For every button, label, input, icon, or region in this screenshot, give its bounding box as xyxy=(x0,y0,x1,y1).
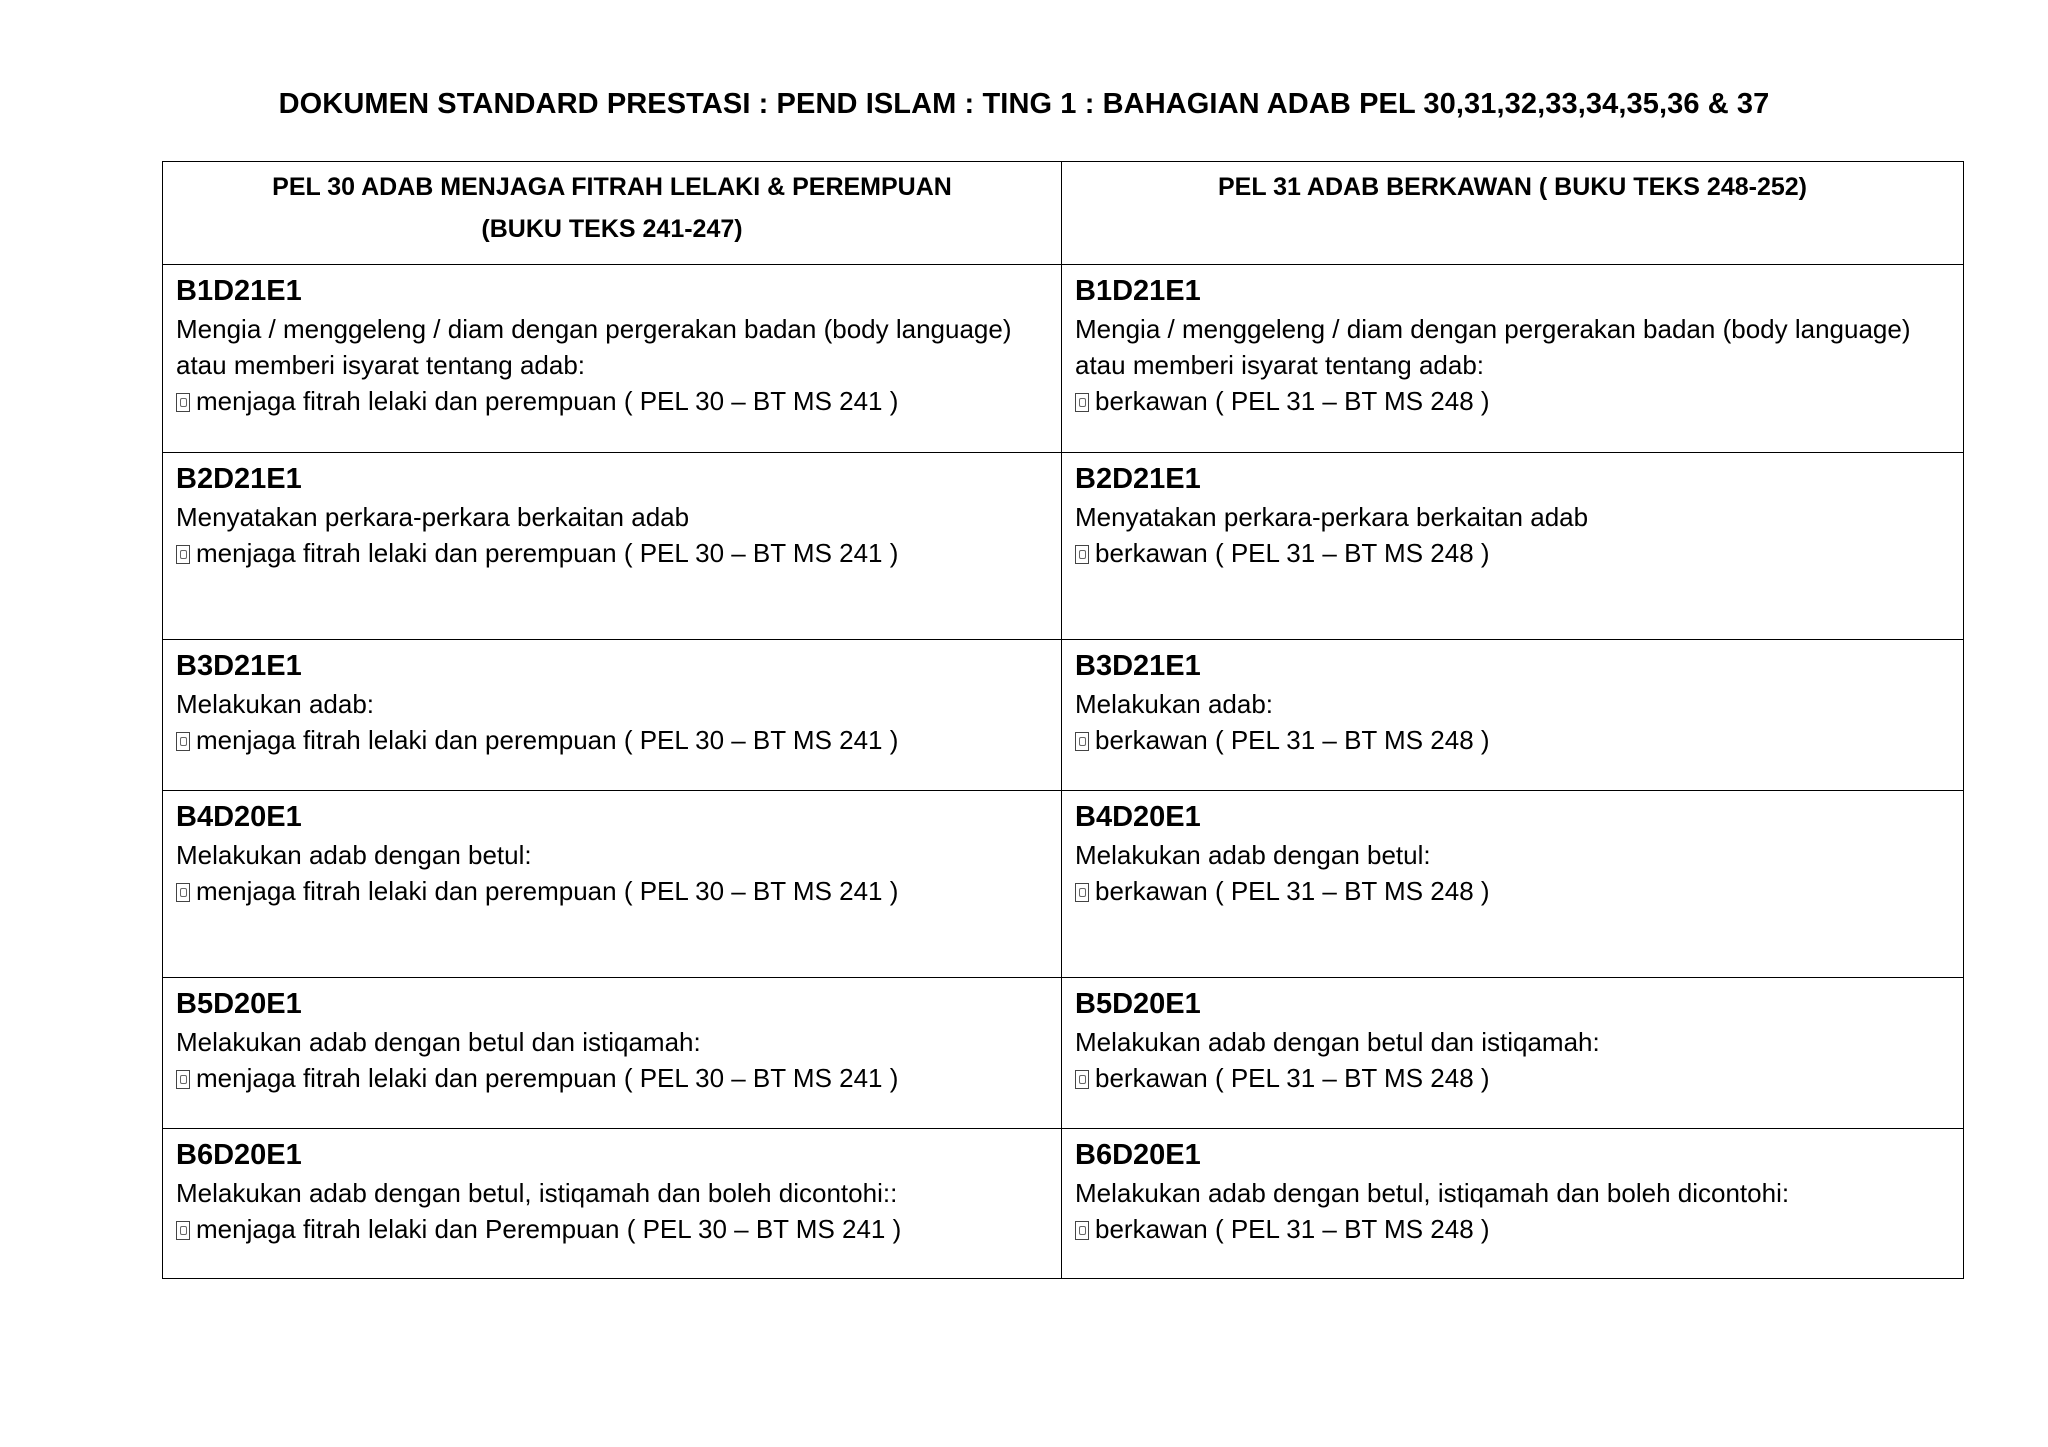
bullet-icon xyxy=(1075,1221,1089,1240)
header-line: (BUKU TEKS 241-247) xyxy=(481,215,743,243)
band-code: B4D20E1 xyxy=(176,801,302,833)
bullet-line xyxy=(176,535,1048,571)
standard-table xyxy=(162,161,1964,1279)
bullet-text: berkawan ( PEL 31 – BT MS 248 ) xyxy=(1095,725,1490,755)
band-code: B3D21E1 xyxy=(176,650,302,682)
bullet-text: menjaga fitrah lelaki dan perempuan ( PEL 30 – BT MS 241 ) xyxy=(196,876,899,906)
bullet-line xyxy=(176,873,1048,909)
table-row xyxy=(163,453,1964,640)
cell-pel-30 xyxy=(163,265,1062,453)
bullet-line xyxy=(176,1211,1048,1247)
bullet-text: menjaga fitrah lelaki dan perempuan ( PEL 30 – BT MS 241 ) xyxy=(196,725,899,755)
bullet-text: berkawan ( PEL 31 – BT MS 248 ) xyxy=(1095,538,1490,568)
bullet-text: berkawan ( PEL 31 – BT MS 248 ) xyxy=(1095,386,1490,416)
bullet-line xyxy=(1075,383,1950,419)
bullet-icon xyxy=(1075,883,1089,902)
header-line: PEL 30 ADAB MENJAGA FITRAH LELAKI & PEREMPUAN xyxy=(272,173,952,201)
bullet-icon xyxy=(1075,393,1089,412)
descriptor-text: atau memberi isyarat tentang adab: xyxy=(1075,350,1485,380)
band-code: B4D20E1 xyxy=(1075,801,1201,833)
cell-pel-31 xyxy=(1062,640,1964,791)
cell-pel-30 xyxy=(163,1129,1062,1279)
band-code: B2D21E1 xyxy=(1075,463,1201,495)
bullet-line xyxy=(176,722,1048,758)
descriptor-text: Melakukan adab dengan betul: xyxy=(1075,840,1431,870)
cell-pel-31 xyxy=(1062,265,1964,453)
bullet-icon xyxy=(176,393,190,412)
descriptor-text: Menyatakan perkara-perkara berkaitan adab xyxy=(176,502,690,532)
bullet-icon xyxy=(1075,1070,1089,1089)
bullet-icon xyxy=(176,545,190,564)
table-row xyxy=(163,978,1964,1129)
bullet-text: menjaga fitrah lelaki dan perempuan ( PEL 30 – BT MS 241 ) xyxy=(196,538,899,568)
descriptor-text: Melakukan adab dengan betul, istiqamah dan boleh dicontohi: xyxy=(1075,1178,1790,1208)
header-pel-31 xyxy=(1062,162,1964,265)
header-pel-30 xyxy=(163,162,1062,265)
bullet-text: menjaga fitrah lelaki dan perempuan ( PEL 30 – BT MS 241 ) xyxy=(196,386,899,416)
cell-pel-30 xyxy=(163,791,1062,978)
cell-pel-31 xyxy=(1062,453,1964,640)
bullet-text: berkawan ( PEL 31 – BT MS 248 ) xyxy=(1095,876,1490,906)
bullet-line xyxy=(176,1060,1048,1096)
band-code: B6D20E1 xyxy=(1075,1139,1201,1171)
table-row xyxy=(163,791,1964,978)
bullet-text: menjaga fitrah lelaki dan Perempuan ( PEL 30 – BT MS 241 ) xyxy=(196,1214,902,1244)
descriptor-text: Mengia / menggeleng / diam dengan pergerakan badan (body language) xyxy=(1075,314,1911,344)
bullet-icon xyxy=(1075,732,1089,751)
bullet-line xyxy=(1075,873,1950,909)
cell-pel-31 xyxy=(1062,1129,1964,1279)
descriptor-text: Melakukan adab: xyxy=(176,689,375,719)
bullet-text: menjaga fitrah lelaki dan perempuan ( PEL 30 – BT MS 241 ) xyxy=(196,1063,899,1093)
cell-pel-30 xyxy=(163,453,1062,640)
descriptor-text: Menyatakan perkara-perkara berkaitan adab xyxy=(1075,502,1589,532)
bullet-icon xyxy=(176,1070,190,1089)
descriptor-text: Melakukan adab dengan betul, istiqamah dan boleh dicontohi:: xyxy=(176,1178,898,1208)
descriptor-text: Melakukan adab: xyxy=(1075,689,1274,719)
cell-pel-30 xyxy=(163,978,1062,1129)
bullet-icon xyxy=(176,1221,190,1240)
descriptor-text: Mengia / menggeleng / diam dengan pergerakan badan (body language) xyxy=(176,314,1012,344)
bullet-line xyxy=(1075,535,1950,571)
bullet-text: berkawan ( PEL 31 – BT MS 248 ) xyxy=(1095,1214,1490,1244)
band-code: B1D21E1 xyxy=(1075,275,1201,307)
header-line: PEL 31 ADAB BERKAWAN ( BUKU TEKS 248-252) xyxy=(1217,173,1807,201)
descriptor-text: Melakukan adab dengan betul dan istiqamah: xyxy=(1075,1027,1600,1057)
bullet-icon xyxy=(1075,545,1089,564)
bullet-line xyxy=(1075,1211,1950,1247)
bullet-line xyxy=(176,383,1048,419)
band-code: B5D20E1 xyxy=(176,988,302,1020)
bullet-icon xyxy=(176,883,190,902)
descriptor-text: Melakukan adab dengan betul: xyxy=(176,840,532,870)
band-code: B3D21E1 xyxy=(1075,650,1201,682)
cell-pel-31 xyxy=(1062,791,1964,978)
descriptor-text: atau memberi isyarat tentang adab: xyxy=(176,350,586,380)
bullet-line xyxy=(1075,1060,1950,1096)
table-row xyxy=(163,265,1964,453)
band-code: B1D21E1 xyxy=(176,275,302,307)
cell-pel-30 xyxy=(163,640,1062,791)
band-code: B6D20E1 xyxy=(176,1139,302,1171)
bullet-line xyxy=(1075,722,1950,758)
table-row xyxy=(163,1129,1964,1279)
band-code: B2D21E1 xyxy=(176,463,302,495)
table-row xyxy=(163,640,1964,791)
table-header-row xyxy=(163,162,1964,265)
descriptor-text: Melakukan adab dengan betul dan istiqamah: xyxy=(176,1027,701,1057)
band-code: B5D20E1 xyxy=(1075,988,1201,1020)
bullet-text: berkawan ( PEL 31 – BT MS 248 ) xyxy=(1095,1063,1490,1093)
page-title: DOKUMEN STANDARD PRESTASI : PEND ISLAM : TING 1 : BAHAGIAN ADAB PEL 30,31,32,33,34,35,36 & 37 xyxy=(278,88,1770,120)
bullet-icon xyxy=(176,732,190,751)
cell-pel-31 xyxy=(1062,978,1964,1129)
